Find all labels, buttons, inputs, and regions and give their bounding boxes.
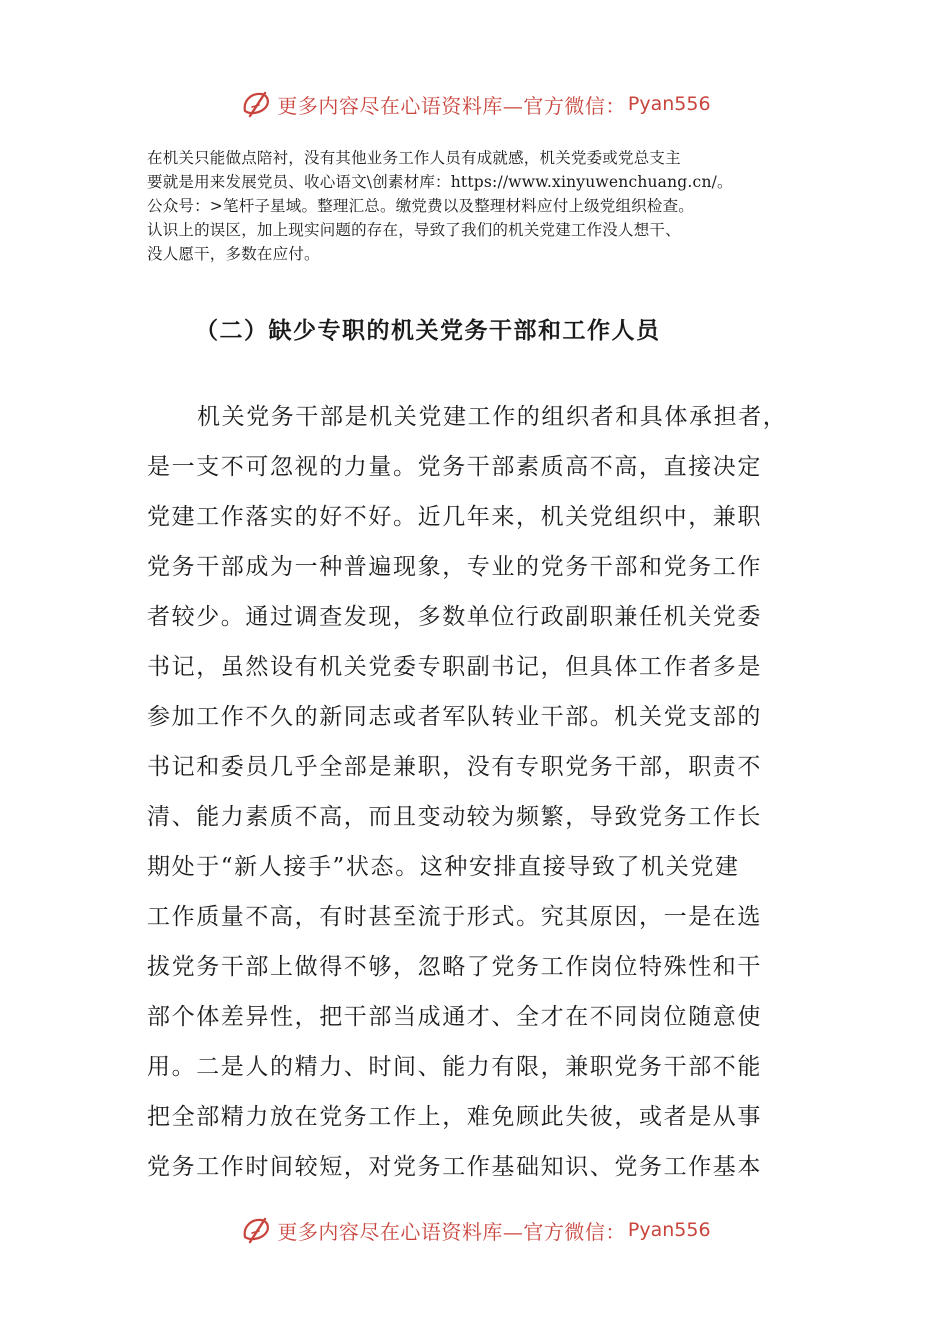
body-line: 工作质量不高，有时甚至流于形式。究其原因，一是在选 bbox=[147, 904, 762, 930]
intro-paragraph bbox=[147, 146, 812, 266]
body-line: 拔党务干部上做得不够，忽略了党务工作岗位特殊性和干 bbox=[147, 954, 762, 980]
body-line: 书记，虽然设有机关党委专职副书记，但具体工作者多是 bbox=[147, 654, 762, 680]
body-line: 党建工作落实的好不好。近几年来，机关党组织中，兼职 bbox=[147, 504, 762, 530]
body-line: 部个体差异性，把干部当成通才、全才在不同岗位随意使 bbox=[147, 1004, 762, 1030]
body-line: 用。二是人的精力、时间、能力有限，兼职党务干部不能 bbox=[147, 1054, 762, 1080]
body-line: 机关党务干部是机关党建工作的组织者和具体承担者， bbox=[197, 404, 788, 430]
watermark-footer bbox=[0, 1210, 950, 1250]
section-heading: （二）缺少专职的机关党务干部和工作人员 bbox=[195, 317, 661, 344]
body-line: 期处于“新人接手”状态。这种安排直接导致了机关党建 bbox=[147, 854, 740, 880]
watermark-wechat-id: Pyan556 bbox=[627, 93, 711, 115]
body-line: 党务工作时间较短，对党务工作基础知识、党务工作基本 bbox=[147, 1154, 762, 1180]
intro-line: 要就是用来发展党员、收心语文\创素材库：https://www.xinyuwenchuang.cn/。 bbox=[147, 173, 733, 191]
watermark-text: 更多内容尽在心语资料库—官方微信： bbox=[277, 93, 626, 118]
body-line: 参加工作不久的新同志或者军队转业干部。机关党支部的 bbox=[147, 704, 762, 730]
body-line: 清、能力素质不高，而且变动较为频繁，导致党务工作长 bbox=[147, 804, 762, 830]
body-line: 者较少。通过调查发现，多数单位行政副职兼任机关党委 bbox=[147, 604, 762, 630]
watermark-text: 更多内容尽在心语资料库—官方微信： bbox=[277, 1219, 626, 1244]
quill-logo-icon bbox=[239, 1213, 273, 1247]
body-paragraph bbox=[147, 392, 807, 1192]
quill-logo-icon bbox=[239, 87, 273, 121]
watermark-header bbox=[0, 84, 950, 124]
watermark-wechat-id: Pyan556 bbox=[627, 1219, 711, 1241]
intro-line: 认识上的误区，加上现实问题的存在，导致了我们的机关党建工作没人想干、 bbox=[147, 221, 681, 239]
intro-line: 在机关只能做点陪衬，没有其他业务工作人员有成就感，机关党委或党总支主 bbox=[147, 149, 681, 167]
body-line: 书记和委员几乎全部是兼职，没有专职党务干部，职责不 bbox=[147, 754, 762, 780]
body-line: 是一支不可忽视的力量。党务干部素质高不高，直接决定 bbox=[147, 454, 762, 480]
body-line: 党务干部成为一种普遍现象，专业的党务干部和党务工作 bbox=[147, 554, 762, 580]
intro-line: 公众号：>笔杆子星域。整理汇总。缴党费以及整理材料应付上级党组织检查。 bbox=[147, 197, 694, 215]
intro-line: 没人愿干，多数在应付。 bbox=[147, 245, 320, 263]
body-line: 把全部精力放在党务工作上，难免顾此失彼，或者是从事 bbox=[147, 1104, 762, 1130]
